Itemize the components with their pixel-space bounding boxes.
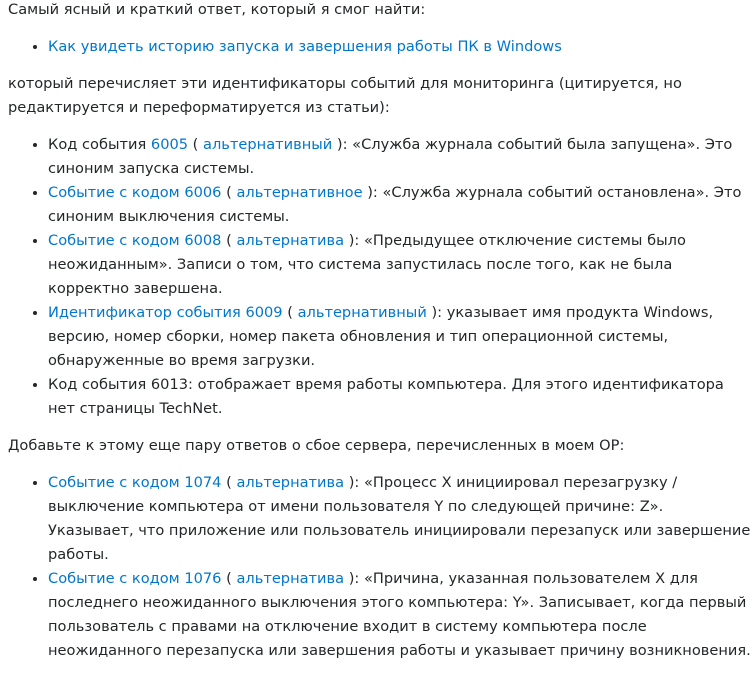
alt-link-6005[interactable]: альтернативный [203,136,333,153]
event-item-6013: • Код события 6013: отображает время работы компьютера. Для этого идентификатора нет страницы TechNet. [48,373,752,421]
event-link-1074[interactable]: Событие с кодом 1074 [48,474,222,491]
list-item [48,35,752,59]
event-list [8,133,752,421]
alt-link-1074[interactable]: альтернатива [236,474,345,491]
description-text: который перечисляет эти идентификаторы событий для мониторинга (цитируется, но редактируется и переформатируется из статьи): [8,75,682,116]
alt-link-6008[interactable]: альтернатива [236,232,345,249]
event-item-6006: • Событие с кодом 6006 ( альтернативное ): «Служба журнала событий остановлена». Это синоним выключения системы. [48,181,752,229]
answer-body [8,0,752,676]
event-item-6008: • Событие с кодом 6008 ( альтернатива ): «Предыдущее отключение системы было неожиданным». Записи о том, что система запустилась после того, как не была корректно завершена. [48,229,752,301]
event-link-1076[interactable]: Событие с кодом 1076 [48,570,222,587]
event-item-1074: • Событие с кодом 1074 ( альтернатива ): «Процесс X инициировал перезагрузку / выключение компьютера от имени пользователя Y по следующей причине: Z». Указывает, что приложение или пользователь инициировали перезапуск или завершение работы. [48,471,752,567]
event-link-6008[interactable]: Событие с кодом 6008 [48,232,222,249]
extra-event-list [8,471,752,663]
event-item-1076: • Событие с кодом 1076 ( альтернатива ): «Причина, указанная пользователем X для последнего неожиданного выключения этого компьютера: Y». Записывает, когда первый пользователь с правами на отключение входит в систему компьютера после неожиданного перезапуска или завершения работы и указывает причину возникновения. [48,567,752,663]
event-link-6009[interactable]: Идентификатор события 6009 [48,304,283,321]
alt-link-6006[interactable]: альтернативное [236,184,363,201]
event-item-6009: • Идентификатор события 6009 ( альтернативный ): указывает имя продукта Windows, версию, номер сборки, номер пакета обновления и тип операционной системы, обнаруженные во время загрузки. [48,301,752,373]
intro-text: Самый ясный и краткий ответ, который я смог найти: [8,1,426,18]
article-link[interactable]: Как увидеть историю запуска и завершения работы ПК в Windows [48,38,562,55]
main-link-list [8,35,752,59]
event-item-6005: • Код события 6005 ( альтернативный ): «Служба журнала событий была запущена». Это синоним запуска системы. [48,133,752,181]
event-link-6005[interactable]: 6005 [150,136,189,153]
addition-text: Добавьте к этому еще пару ответов о сбое сервера, перечисленных в моем OP: [8,437,625,454]
event-link-6006[interactable]: Событие с кодом 6006 [48,184,222,201]
alt-link-1076[interactable]: альтернатива [236,570,345,587]
alt-link-6009[interactable]: альтернативный [297,304,427,321]
